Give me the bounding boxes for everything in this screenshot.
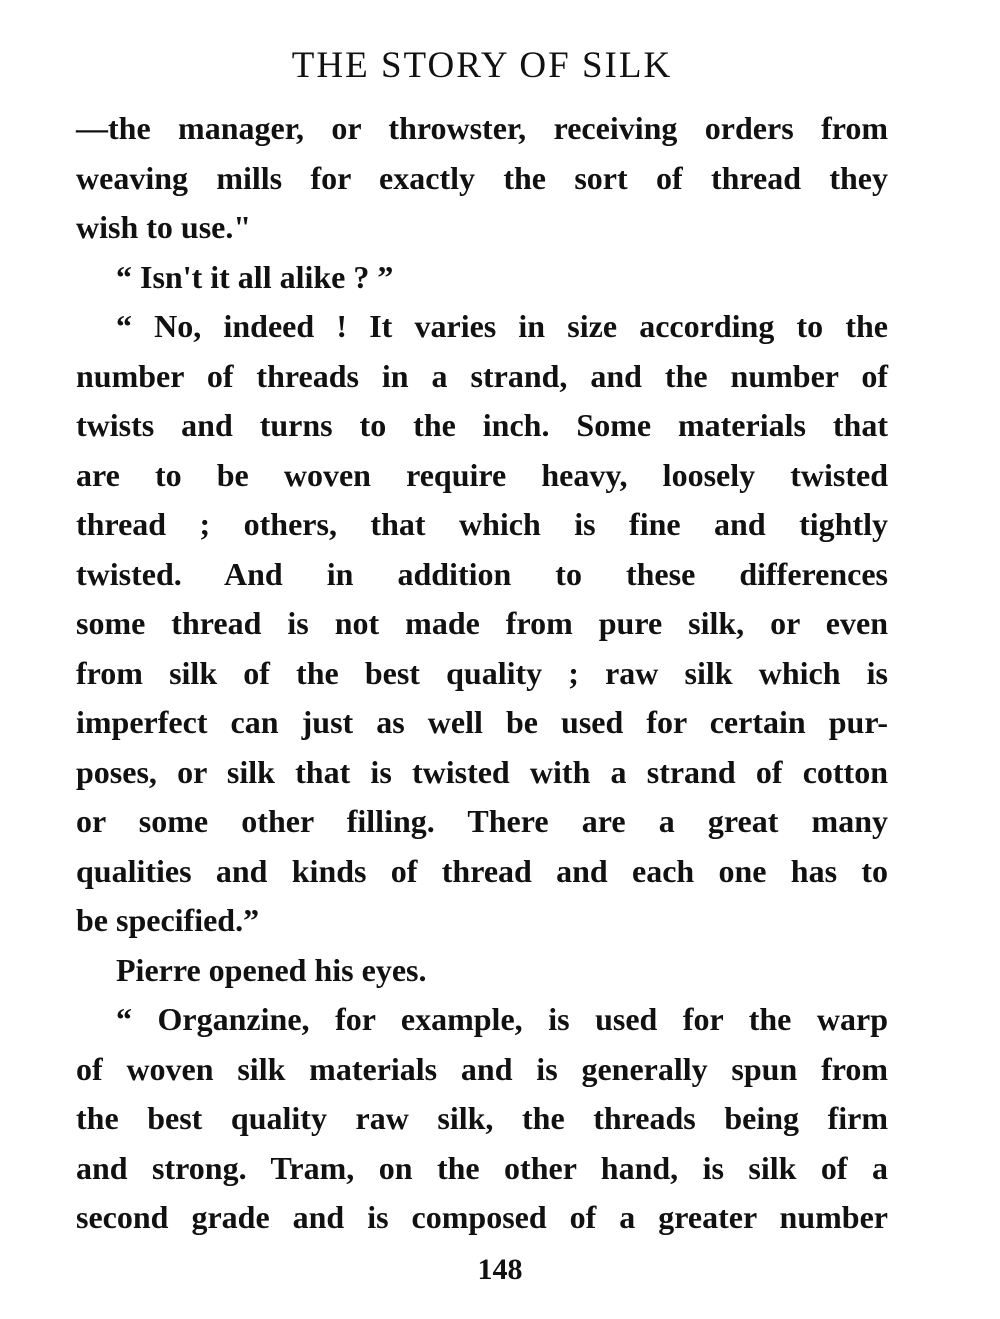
text-line: number of threads in a strand, and the number of bbox=[76, 357, 888, 394]
text-line: “ No, indeed ! It varies in size according to the bbox=[116, 308, 888, 344]
text-line: twisted. And in addition to these differences bbox=[76, 555, 888, 592]
text-line: second grade and is composed of a greater number bbox=[76, 1199, 888, 1235]
text-line: “ Organzine, for example, is used for the warp bbox=[116, 1001, 888, 1037]
text-line: poses, or silk that is twisted with a strand of cotton bbox=[76, 753, 888, 790]
text-line: and strong. Tram, on the other hand, is silk of a bbox=[76, 1149, 888, 1186]
text-line: some thread is not made from pure silk, or even bbox=[76, 605, 888, 641]
text-line: thread ; others, that which is fine and tightly bbox=[76, 506, 888, 542]
text-line: are to be woven require heavy, loosely twisted bbox=[76, 456, 888, 493]
text-line: be specified.” bbox=[76, 902, 260, 938]
text-line: wish to use." bbox=[76, 209, 252, 245]
text-line: from silk of the best quality ; raw silk which is bbox=[76, 654, 888, 691]
book-page bbox=[76, 38, 888, 1243]
text-line: Pierre opened his eyes. bbox=[116, 951, 427, 988]
text-line: of woven silk materials and is generally spun from bbox=[76, 1050, 888, 1087]
text-line: weaving mills for exactly the sort of thread they bbox=[76, 159, 888, 196]
text-line: “ Isn't it all alike ? ” bbox=[116, 258, 394, 295]
running-head: THE STORY OF SILK bbox=[291, 45, 673, 86]
text-line: the best quality raw silk, the threads being firm bbox=[76, 1100, 888, 1136]
body-text bbox=[76, 104, 888, 1243]
text-line: imperfect can just as well be used for certain pur- bbox=[76, 704, 888, 740]
text-line: qualities and kinds of thread and each one has to bbox=[76, 852, 888, 889]
text-line: or some other filling. There are a great many bbox=[76, 803, 888, 839]
text-line: twists and turns to the inch. Some materials that bbox=[76, 407, 888, 443]
text-line: —the manager, or throwster, receiving orders from bbox=[76, 110, 888, 146]
page-number: 148 bbox=[477, 1253, 523, 1286]
